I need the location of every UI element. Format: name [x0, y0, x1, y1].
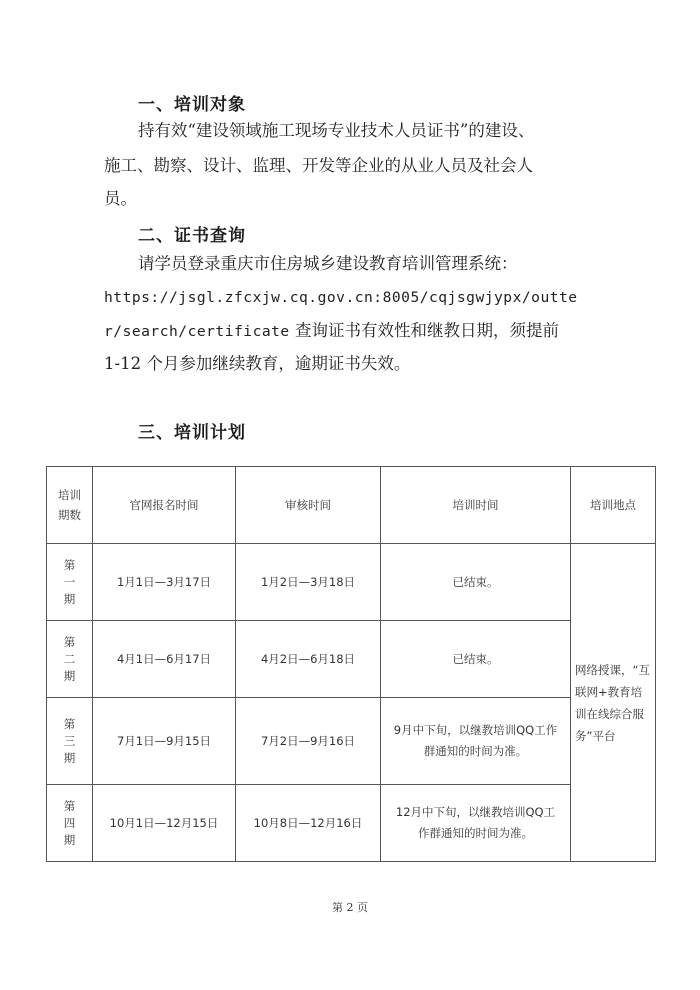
- training-time-cell: 已结束。: [381, 544, 571, 621]
- paragraph-line: 施工、勘察、设计、监理、开发等企业的从业人员及社会人: [104, 156, 533, 175]
- paragraph-line: [104, 320, 559, 343]
- location-cell: 网络授课，“互联网+教育培训在线综合服务”平台: [571, 544, 656, 862]
- review-cell: 7月2日—9月16日: [236, 698, 381, 785]
- page-number: 第 2 页: [332, 901, 368, 914]
- section-heading-training-plan: 三、培训计划: [138, 423, 246, 443]
- signup-cell: 10月1日—12月15日: [93, 785, 236, 862]
- training-time-cell: 12月中下旬，以继教培训QQ工作群通知的时间为准。: [381, 785, 571, 862]
- paragraph-line: 持有效“建设领域施工现场专业技术人员证书”的建设、: [138, 121, 535, 140]
- period-cell: 第二期: [47, 621, 93, 698]
- training-plan-table: [46, 466, 656, 862]
- signup-cell: 7月1日—9月15日: [93, 698, 236, 785]
- section-heading-certificate-query: 二、证书查询: [138, 226, 246, 246]
- training-time-cell: 已结束。: [381, 621, 571, 698]
- header-training-location: 培训地点: [571, 467, 656, 544]
- signup-cell: 1月1日—3月17日: [93, 544, 236, 621]
- training-time-cell: 9月中下旬，以继教培训QQ工作群通知的时间为准。: [381, 698, 571, 785]
- query-url-link[interactable]: https://jsgl.zfcxjw.cq.gov.cn:8005/cqjsgwjypx/outte: [104, 289, 578, 306]
- header-training-time: 培训时间: [381, 467, 571, 544]
- table-header-row: [47, 467, 656, 544]
- table-row: [47, 621, 656, 698]
- paragraph-line: 员。: [104, 189, 137, 208]
- table-row: [47, 785, 656, 862]
- header-signup-time: 官网报名时间: [93, 467, 236, 544]
- table-row: [47, 544, 656, 621]
- review-cell: 10月8日—12月16日: [236, 785, 381, 862]
- section-heading-training-target: 一、培训对象: [138, 95, 246, 115]
- paragraph-line: 1-12 个月参加继续教育，逾期证书失效。: [104, 354, 411, 373]
- table-row: [47, 698, 656, 785]
- period-cell: 第四期: [47, 785, 93, 862]
- review-cell: 4月2日—6月18日: [236, 621, 381, 698]
- period-cell: 第三期: [47, 698, 93, 785]
- signup-cell: 4月1日—6月17日: [93, 621, 236, 698]
- paragraph-line-text: 查询证书有效性和继教日期，须提前: [289, 321, 559, 340]
- header-period: 培训期数: [47, 467, 93, 544]
- period-cell: 第一期: [47, 544, 93, 621]
- query-url-link-tail[interactable]: r/search/certificate: [104, 323, 290, 340]
- review-cell: 1月2日—3月18日: [236, 544, 381, 621]
- paragraph-line: 请学员登录重庆市住房城乡建设教育培训管理系统：: [138, 254, 518, 273]
- header-review-time: 审核时间: [236, 467, 381, 544]
